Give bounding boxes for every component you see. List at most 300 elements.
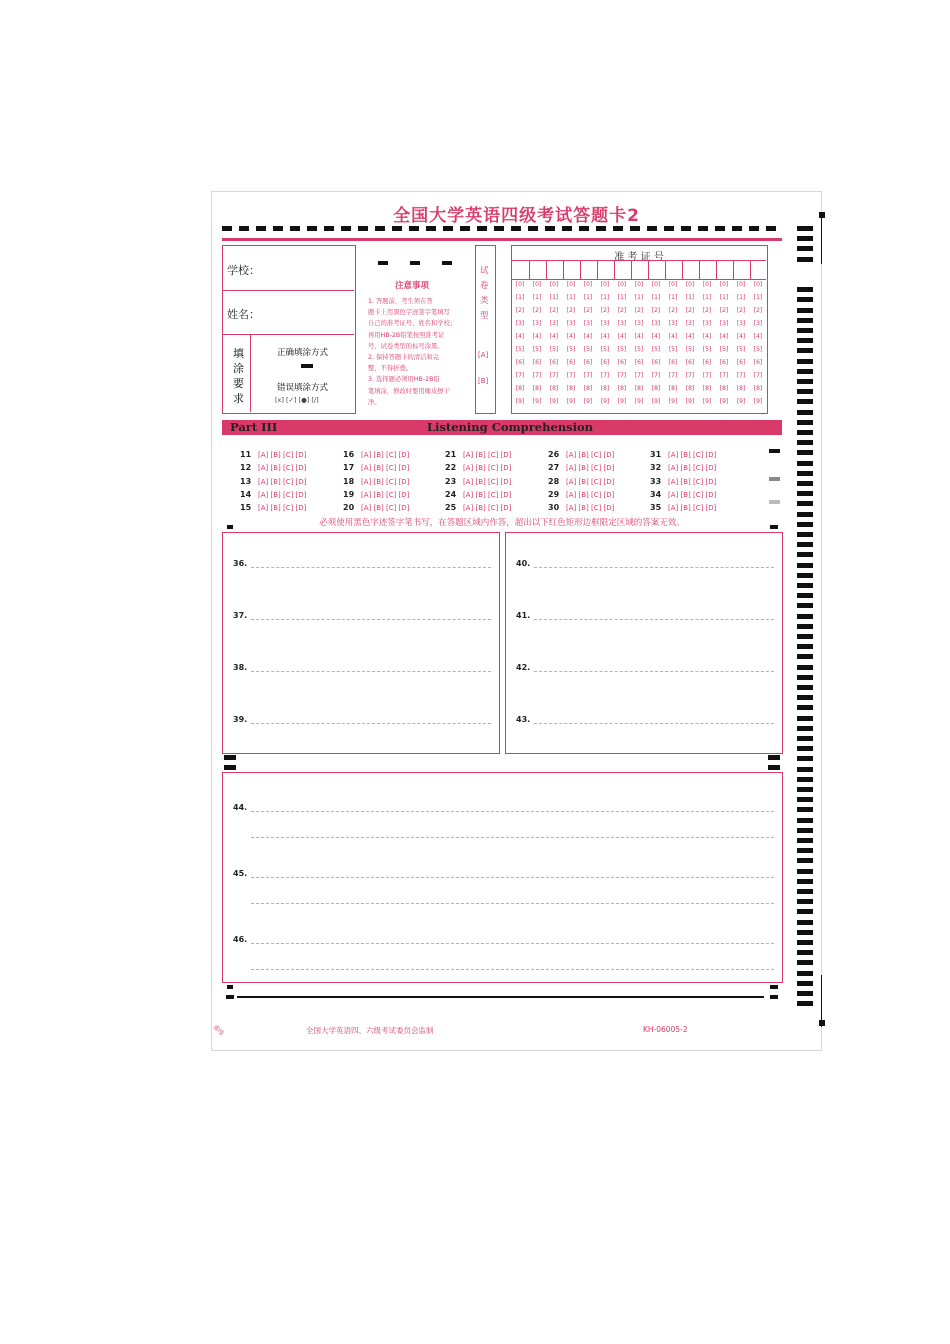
timing-mark — [797, 359, 813, 364]
exam-id-bubble[interactable]: [5] — [719, 346, 729, 353]
answer-options[interactable]: [A] [B] [C] [D] — [463, 490, 512, 499]
timing-mark — [797, 705, 813, 710]
timing-mark — [797, 991, 813, 996]
timing-mark — [797, 552, 813, 557]
exam-id-bubble[interactable]: [3] — [685, 320, 695, 327]
exam-id-bubble[interactable]: [1] — [634, 294, 644, 301]
mcq-mark-1 — [769, 449, 780, 453]
exam-id-bubble[interactable]: [1] — [651, 294, 661, 301]
answer-line[interactable] — [251, 903, 774, 904]
exam-id-bubble[interactable]: [4] — [515, 333, 525, 340]
exam-id-bubble[interactable]: [2] — [634, 307, 644, 314]
exam-id-bubble[interactable]: [7] — [515, 372, 525, 379]
notice-marks — [378, 261, 458, 265]
timing-mark — [797, 807, 813, 812]
corner-mark — [768, 765, 780, 770]
answer-options[interactable]: [A] [B] [C] [D] — [258, 477, 307, 486]
exam-id-bubble[interactable]: [8] — [685, 385, 695, 392]
exam-id-bubble[interactable]: [3] — [617, 320, 627, 327]
exam-id-bubble[interactable]: [4] — [651, 333, 661, 340]
answer-options[interactable]: [A] [B] [C] [D] — [463, 504, 512, 513]
timing-mark — [797, 501, 813, 506]
corner-mark — [224, 765, 236, 770]
exam-id-bubble[interactable]: [7] — [651, 372, 661, 379]
timing-mark — [797, 308, 813, 313]
exam-id-bubble[interactable]: [4] — [736, 333, 746, 340]
exam-id-bubble[interactable]: [0] — [719, 281, 729, 288]
exam-id-bubble[interactable]: [5] — [753, 346, 763, 353]
exam-id-bubble[interactable]: [1] — [532, 294, 542, 301]
timing-mark — [797, 930, 813, 935]
answer-options[interactable]: [A] [B] [C] [D] — [566, 464, 615, 473]
exam-id-bubble[interactable]: [0] — [600, 281, 610, 288]
timing-mark — [797, 593, 813, 598]
exam-id-bubble[interactable]: [2] — [549, 307, 559, 314]
answer-options[interactable]: [A] [B] [C] [D] — [463, 477, 512, 486]
answer-options[interactable]: [A] [B] [C] [D] — [258, 464, 307, 473]
question-number: 28 — [548, 476, 560, 486]
exam-id-column — [682, 281, 699, 411]
footer-code: KH-06005-2 — [643, 1025, 688, 1034]
exam-id-bubble[interactable]: [3] — [583, 320, 593, 327]
answer-line-number: 39. — [233, 715, 248, 724]
exam-id-bubble[interactable]: [5] — [634, 346, 644, 353]
exam-id-bubble[interactable]: [1] — [600, 294, 610, 301]
answer-options[interactable]: [A] [B] [C] [D] — [361, 477, 410, 486]
cut-line-stamp: 虚线 — [211, 1023, 226, 1037]
exam-id-bubble[interactable]: [7] — [600, 372, 610, 379]
timing-mark — [797, 869, 813, 874]
paper-type-a[interactable]: [A] — [478, 351, 489, 359]
exam-id-bubble[interactable]: [7] — [634, 372, 644, 379]
exam-id-bubble[interactable]: [0] — [702, 281, 712, 288]
timing-mark — [797, 257, 813, 262]
answer-options[interactable]: [A] [B] [C] [D] — [566, 490, 615, 499]
answer-line[interactable] — [251, 877, 774, 878]
bottom-rule — [237, 996, 764, 998]
exam-id-bubble[interactable]: [4] — [532, 333, 542, 340]
timing-mark — [797, 644, 813, 649]
mcq-question[interactable] — [445, 495, 511, 514]
timing-mark — [797, 471, 813, 476]
answer-options[interactable]: [A] [B] [C] [D] — [463, 451, 512, 459]
exam-id-bubble[interactable]: [2] — [532, 307, 542, 314]
exam-id-bubble[interactable]: [3] — [549, 320, 559, 327]
exam-id-bubble[interactable]: [5] — [566, 346, 576, 353]
exam-id-bubble[interactable]: [4] — [583, 333, 593, 340]
exam-id-bubble[interactable]: [9] — [668, 398, 678, 405]
corner-mark — [770, 985, 778, 989]
exam-id-bubble[interactable]: [8] — [583, 385, 593, 392]
timing-mark — [797, 920, 813, 925]
exam-id-bubble[interactable]: [4] — [566, 333, 576, 340]
exam-id-bubble[interactable]: [6] — [583, 359, 593, 366]
question-number: 24 — [445, 489, 457, 499]
exam-id-bubble[interactable]: [2] — [668, 307, 678, 314]
exam-id-bubble[interactable]: [6] — [600, 359, 610, 366]
exam-id-bubble[interactable]: [2] — [719, 307, 729, 314]
exam-id-bubble[interactable]: [1] — [736, 294, 746, 301]
top-timing-marks — [222, 226, 782, 231]
exam-id-column — [665, 281, 682, 411]
answer-options[interactable]: [A] [B] [C] [D] — [668, 504, 717, 513]
answer-options[interactable]: [A] [B] [C] [D] — [361, 490, 410, 499]
exam-id-bubble[interactable]: [0] — [566, 281, 576, 288]
exam-id-bubble[interactable]: [5] — [736, 346, 746, 353]
exam-id-bubble[interactable]: [8] — [515, 385, 525, 392]
exam-id-bubble[interactable]: [9] — [617, 398, 627, 405]
corner-mark — [770, 995, 778, 999]
timing-mark — [797, 399, 813, 404]
timing-mark — [797, 420, 813, 425]
question-number: 17 — [343, 463, 355, 473]
exam-id-bubble[interactable]: [4] — [634, 333, 644, 340]
timing-mark — [797, 450, 813, 455]
answer-line[interactable] — [534, 671, 774, 672]
timing-mark — [797, 787, 813, 792]
mcq-mark-2 — [769, 477, 780, 481]
timing-mark — [797, 960, 813, 965]
answer-line[interactable] — [251, 969, 774, 970]
exam-id-column — [580, 281, 597, 411]
exam-id-bubble[interactable]: [3] — [515, 320, 525, 327]
exam-id-bubble[interactable]: [4] — [719, 333, 729, 340]
exam-id-bubble[interactable]: [5] — [583, 346, 593, 353]
exam-id-bubble[interactable]: [2] — [583, 307, 593, 314]
timing-mark — [797, 491, 813, 496]
answer-options[interactable]: [A] [B] [C] [D] — [668, 464, 717, 473]
answer-line-number: 36. — [233, 559, 248, 568]
exam-id-bubble[interactable]: [0] — [668, 281, 678, 288]
exam-id-bubble[interactable]: [4] — [685, 333, 695, 340]
exam-id-bubble[interactable]: [0] — [532, 281, 542, 288]
exam-id-bubble[interactable]: [3] — [702, 320, 712, 327]
exam-id-bubble[interactable]: [0] — [753, 281, 763, 288]
timing-mark — [797, 746, 813, 751]
timing-mark — [797, 818, 813, 823]
exam-id-bubble[interactable]: [5] — [668, 346, 678, 353]
exam-id-bubble[interactable]: [1] — [702, 294, 712, 301]
exam-id-bubble[interactable]: [9] — [515, 398, 525, 405]
exam-id-bubble[interactable]: [1] — [719, 294, 729, 301]
timing-mark — [797, 654, 813, 659]
exam-id-bubble[interactable]: [0] — [634, 281, 644, 288]
exam-id-column — [597, 281, 614, 411]
answer-options[interactable]: [A] [B] [C] [D] — [668, 490, 717, 499]
exam-id-bubble[interactable]: [9] — [600, 398, 610, 405]
question-number: 30 — [548, 503, 560, 513]
correct-fill-sample — [301, 364, 313, 368]
answer-line[interactable] — [251, 671, 491, 672]
exam-id-bubble[interactable]: [9] — [736, 398, 746, 405]
part-bar — [222, 420, 782, 435]
exam-id-column — [699, 281, 716, 411]
exam-id-bubble[interactable]: [8] — [702, 385, 712, 392]
mcq-mark-3 — [769, 500, 780, 504]
mcq-question[interactable] — [548, 495, 614, 514]
exam-id-bubble[interactable]: [9] — [549, 398, 559, 405]
exam-id-bubble[interactable]: [7] — [583, 372, 593, 379]
exam-id-bubble[interactable]: [0] — [515, 281, 525, 288]
exam-id-bubble[interactable]: [2] — [651, 307, 661, 314]
answer-line[interactable] — [251, 811, 774, 812]
exam-id-bubble[interactable]: [1] — [583, 294, 593, 301]
exam-id-column — [733, 281, 750, 411]
exam-id-bubble[interactable]: [9] — [685, 398, 695, 405]
exam-id-bubble[interactable]: [3] — [753, 320, 763, 327]
exam-id-bubble[interactable]: [8] — [634, 385, 644, 392]
exam-id-bubble[interactable]: [1] — [617, 294, 627, 301]
exam-id-bubble[interactable]: [1] — [753, 294, 763, 301]
exam-id-bubble[interactable]: [7] — [753, 372, 763, 379]
exam-id-bubble[interactable]: [3] — [668, 320, 678, 327]
exam-id-bubble[interactable]: [8] — [532, 385, 542, 392]
answer-line[interactable] — [251, 837, 774, 838]
exam-id-bubble[interactable]: [2] — [753, 307, 763, 314]
answer-options[interactable]: [A] [B] [C] [D] — [258, 504, 307, 513]
question-number: 29 — [548, 489, 560, 499]
exam-id-bubble[interactable]: [5] — [702, 346, 712, 353]
exam-id-bubble[interactable]: [8] — [600, 385, 610, 392]
exam-id-bubble[interactable]: [9] — [583, 398, 593, 405]
student-info-box — [222, 245, 356, 414]
corner-mark — [227, 525, 233, 529]
exam-id-bubble[interactable]: [1] — [549, 294, 559, 301]
exam-id-bubble[interactable]: [6] — [668, 359, 678, 366]
sheet-title: 全国大学英语四级考试答题卡2 — [393, 206, 640, 226]
exam-id-bubble[interactable]: [3] — [566, 320, 576, 327]
exam-id-bubble[interactable]: [7] — [736, 372, 746, 379]
exam-id-bubble[interactable]: [3] — [532, 320, 542, 327]
mcq-question[interactable] — [650, 495, 716, 514]
exam-id-bubble[interactable]: [7] — [617, 372, 627, 379]
question-number: 16 — [343, 450, 355, 459]
exam-id-bubble[interactable]: [8] — [719, 385, 729, 392]
answer-line[interactable] — [534, 619, 774, 620]
timing-mark — [797, 797, 813, 802]
exam-id-bubble[interactable]: [0] — [685, 281, 695, 288]
exam-id-bubble[interactable]: [3] — [736, 320, 746, 327]
answer-options[interactable]: [A] [B] [C] [D] — [566, 451, 615, 459]
exam-id-bubble[interactable]: [3] — [651, 320, 661, 327]
exam-id-bubble[interactable]: [9] — [532, 398, 542, 405]
timing-mark — [797, 236, 813, 241]
exam-id-bubble[interactable]: [6] — [719, 359, 729, 366]
answer-line[interactable] — [251, 723, 491, 724]
answer-options[interactable]: [A] [B] [C] [D] — [258, 490, 307, 499]
exam-id-bubble[interactable]: [1] — [515, 294, 525, 301]
exam-id-bubble[interactable]: [4] — [668, 333, 678, 340]
exam-id-bubble[interactable]: [9] — [702, 398, 712, 405]
answer-options[interactable]: [A] [B] [C] [D] — [258, 451, 307, 459]
timing-mark — [797, 756, 813, 761]
exam-id-bubble[interactable]: [6] — [566, 359, 576, 366]
exam-id-bubble[interactable]: [5] — [549, 346, 559, 353]
exam-id-bubble[interactable]: [1] — [668, 294, 678, 301]
exam-id-bubble[interactable]: [6] — [549, 359, 559, 366]
exam-id-bubble[interactable]: [6] — [532, 359, 542, 366]
corner-mark — [768, 755, 780, 760]
timing-mark — [797, 767, 813, 772]
answer-options[interactable]: [A] [B] [C] [D] — [566, 504, 615, 513]
exam-id-bubble[interactable]: [6] — [651, 359, 661, 366]
exam-id-bubble[interactable]: [7] — [668, 372, 678, 379]
exam-id-bubble[interactable]: [2] — [736, 307, 746, 314]
exam-id-bubble[interactable]: [2] — [617, 307, 627, 314]
mcq-question[interactable] — [343, 495, 409, 514]
exam-id-bubble[interactable]: [5] — [651, 346, 661, 353]
timing-mark — [797, 338, 813, 343]
part-label: Part III — [230, 420, 278, 434]
timing-mark — [797, 440, 813, 445]
exam-id-bubble[interactable]: [9] — [753, 398, 763, 405]
exam-id-bubble[interactable]: [9] — [719, 398, 729, 405]
exam-id-bubble[interactable]: [2] — [685, 307, 695, 314]
exam-id-bubble[interactable]: [2] — [600, 307, 610, 314]
answer-line[interactable] — [251, 943, 774, 944]
question-number: 33 — [650, 476, 662, 486]
exam-id-bubble[interactable]: [3] — [719, 320, 729, 327]
mcq-question[interactable] — [240, 495, 306, 514]
exam-id-bubble[interactable]: [7] — [719, 372, 729, 379]
timing-mark — [797, 685, 813, 690]
writing-box-left[interactable] — [222, 532, 500, 754]
exam-id-bubble[interactable]: [5] — [515, 346, 525, 353]
timing-mark — [797, 675, 813, 680]
answer-line-number: 46. — [233, 935, 248, 944]
answer-options[interactable]: [A] [B] [C] [D] — [566, 477, 615, 486]
question-number: 11 — [240, 450, 252, 459]
timing-mark — [797, 328, 813, 333]
answer-options[interactable]: [A] [B] [C] [D] — [463, 464, 512, 473]
answer-options[interactable]: [A] [B] [C] [D] — [361, 504, 410, 513]
timing-mark — [797, 634, 813, 639]
timing-mark — [797, 379, 813, 384]
timing-mark — [797, 532, 813, 537]
exam-id-bubble[interactable]: [2] — [515, 307, 525, 314]
question-number: 18 — [343, 476, 355, 486]
exam-id-bubble[interactable]: [6] — [702, 359, 712, 366]
exam-id-bubble[interactable]: [4] — [617, 333, 627, 340]
exam-id-grid[interactable] — [512, 281, 766, 411]
answer-line[interactable] — [251, 567, 491, 568]
exam-id-bubble[interactable]: [7] — [702, 372, 712, 379]
timing-mark — [797, 828, 813, 833]
timing-mark — [797, 603, 813, 608]
exam-id-bubble[interactable]: [6] — [617, 359, 627, 366]
question-number: 26 — [548, 450, 560, 459]
answer-line[interactable] — [534, 567, 774, 568]
notice-text: 1. 答题前，考生须在答 题卡上用黑色字迹签字笔填写 自己的准考证号、姓名和学校； 再用HB-2B铅笔按照准考证 号、试卷类型的标号涂黑。 2. 保持答题卡的清洁和完 整，不得折叠。 3. 选择题必须用HB-2B铅 笔填涂，修改时要用橡皮擦干 净。 — [368, 298, 457, 406]
exam-id-bubble[interactable]: [9] — [566, 398, 576, 405]
exam-id-bubble[interactable]: [6] — [515, 359, 525, 366]
exam-id-bubble[interactable]: [9] — [634, 398, 644, 405]
question-number: 34 — [650, 489, 662, 499]
exam-id-bubble[interactable]: [4] — [702, 333, 712, 340]
exam-id-bubble[interactable]: [8] — [753, 385, 763, 392]
corner-mark — [819, 212, 825, 218]
exam-id-bubble[interactable]: [6] — [736, 359, 746, 366]
timing-mark — [797, 848, 813, 853]
timing-mark — [797, 246, 813, 251]
exam-id-bubble[interactable]: [7] — [685, 372, 695, 379]
timing-mark — [797, 410, 813, 415]
answer-options[interactable]: [A] [B] [C] [D] — [361, 464, 410, 473]
exam-id-bubble[interactable]: [0] — [549, 281, 559, 288]
answer-line-number: 41. — [516, 611, 531, 620]
exam-id-bubble[interactable]: [8] — [668, 385, 678, 392]
exam-id-bubble[interactable]: [4] — [549, 333, 559, 340]
exam-id-bubble[interactable]: [1] — [685, 294, 695, 301]
answer-options[interactable]: [A] [B] [C] [D] — [668, 477, 717, 486]
question-number: 23 — [445, 476, 457, 486]
exam-id-box — [511, 245, 768, 414]
exam-id-bubble[interactable]: [6] — [685, 359, 695, 366]
exam-id-bubble[interactable]: [5] — [532, 346, 542, 353]
timing-mark — [797, 736, 813, 741]
timing-mark — [797, 287, 813, 292]
exam-id-bubble[interactable]: [5] — [685, 346, 695, 353]
exam-id-bubble[interactable]: [3] — [600, 320, 610, 327]
exam-id-bubble[interactable]: [3] — [634, 320, 644, 327]
answer-options[interactable]: [A] [B] [C] [D] — [361, 451, 410, 459]
exam-id-bubble[interactable]: [4] — [753, 333, 763, 340]
exam-id-column — [716, 281, 733, 411]
exam-id-bubble[interactable]: [7] — [549, 372, 559, 379]
exam-id-bubble[interactable]: [6] — [634, 359, 644, 366]
exam-id-bubble[interactable]: [5] — [600, 346, 610, 353]
paper-type-b[interactable]: [B] — [478, 377, 489, 385]
exam-id-bubble[interactable]: [6] — [753, 359, 763, 366]
answer-line-number: 43. — [516, 715, 531, 724]
exam-id-bubble[interactable]: [8] — [549, 385, 559, 392]
section-title: Listening Comprehension — [427, 420, 594, 434]
answer-line[interactable] — [251, 619, 491, 620]
exam-id-bubble[interactable]: [0] — [583, 281, 593, 288]
timing-mark — [797, 971, 813, 976]
exam-id-column — [546, 281, 563, 411]
answer-options[interactable]: [A] [B] [C] [D] — [668, 451, 717, 459]
question-number: 21 — [445, 450, 457, 459]
question-number: 14 — [240, 489, 252, 499]
exam-id-bubble[interactable]: [0] — [736, 281, 746, 288]
exam-id-bubble[interactable]: [1] — [566, 294, 576, 301]
timing-mark — [797, 318, 813, 323]
footer-issuer: 全国大学英语四、六级考试委员会监制 — [306, 1026, 434, 1035]
exam-id-bubble[interactable]: [7] — [566, 372, 576, 379]
exam-id-bubble[interactable]: [2] — [702, 307, 712, 314]
exam-id-bubble[interactable]: [4] — [600, 333, 610, 340]
exam-id-bubble[interactable]: [0] — [651, 281, 661, 288]
question-number: 22 — [445, 463, 457, 473]
exam-id-bubble[interactable]: [8] — [617, 385, 627, 392]
answer-line[interactable] — [534, 723, 774, 724]
exam-id-bubble[interactable]: [0] — [617, 281, 627, 288]
exam-id-bubble[interactable]: [9] — [651, 398, 661, 405]
exam-id-bubble[interactable]: [5] — [617, 346, 627, 353]
exam-id-bubble[interactable]: [8] — [651, 385, 661, 392]
question-number: 19 — [343, 489, 355, 499]
question-number: 20 — [343, 503, 355, 513]
exam-id-bubble[interactable]: [8] — [736, 385, 746, 392]
mcq-grid — [240, 442, 760, 512]
exam-id-column — [750, 281, 767, 411]
writing-box-bottom[interactable] — [222, 772, 783, 983]
exam-id-bubble[interactable]: [2] — [566, 307, 576, 314]
exam-id-bubble[interactable]: [7] — [532, 372, 542, 379]
exam-id-bubble[interactable]: [8] — [566, 385, 576, 392]
writing-box-right[interactable] — [505, 532, 783, 754]
